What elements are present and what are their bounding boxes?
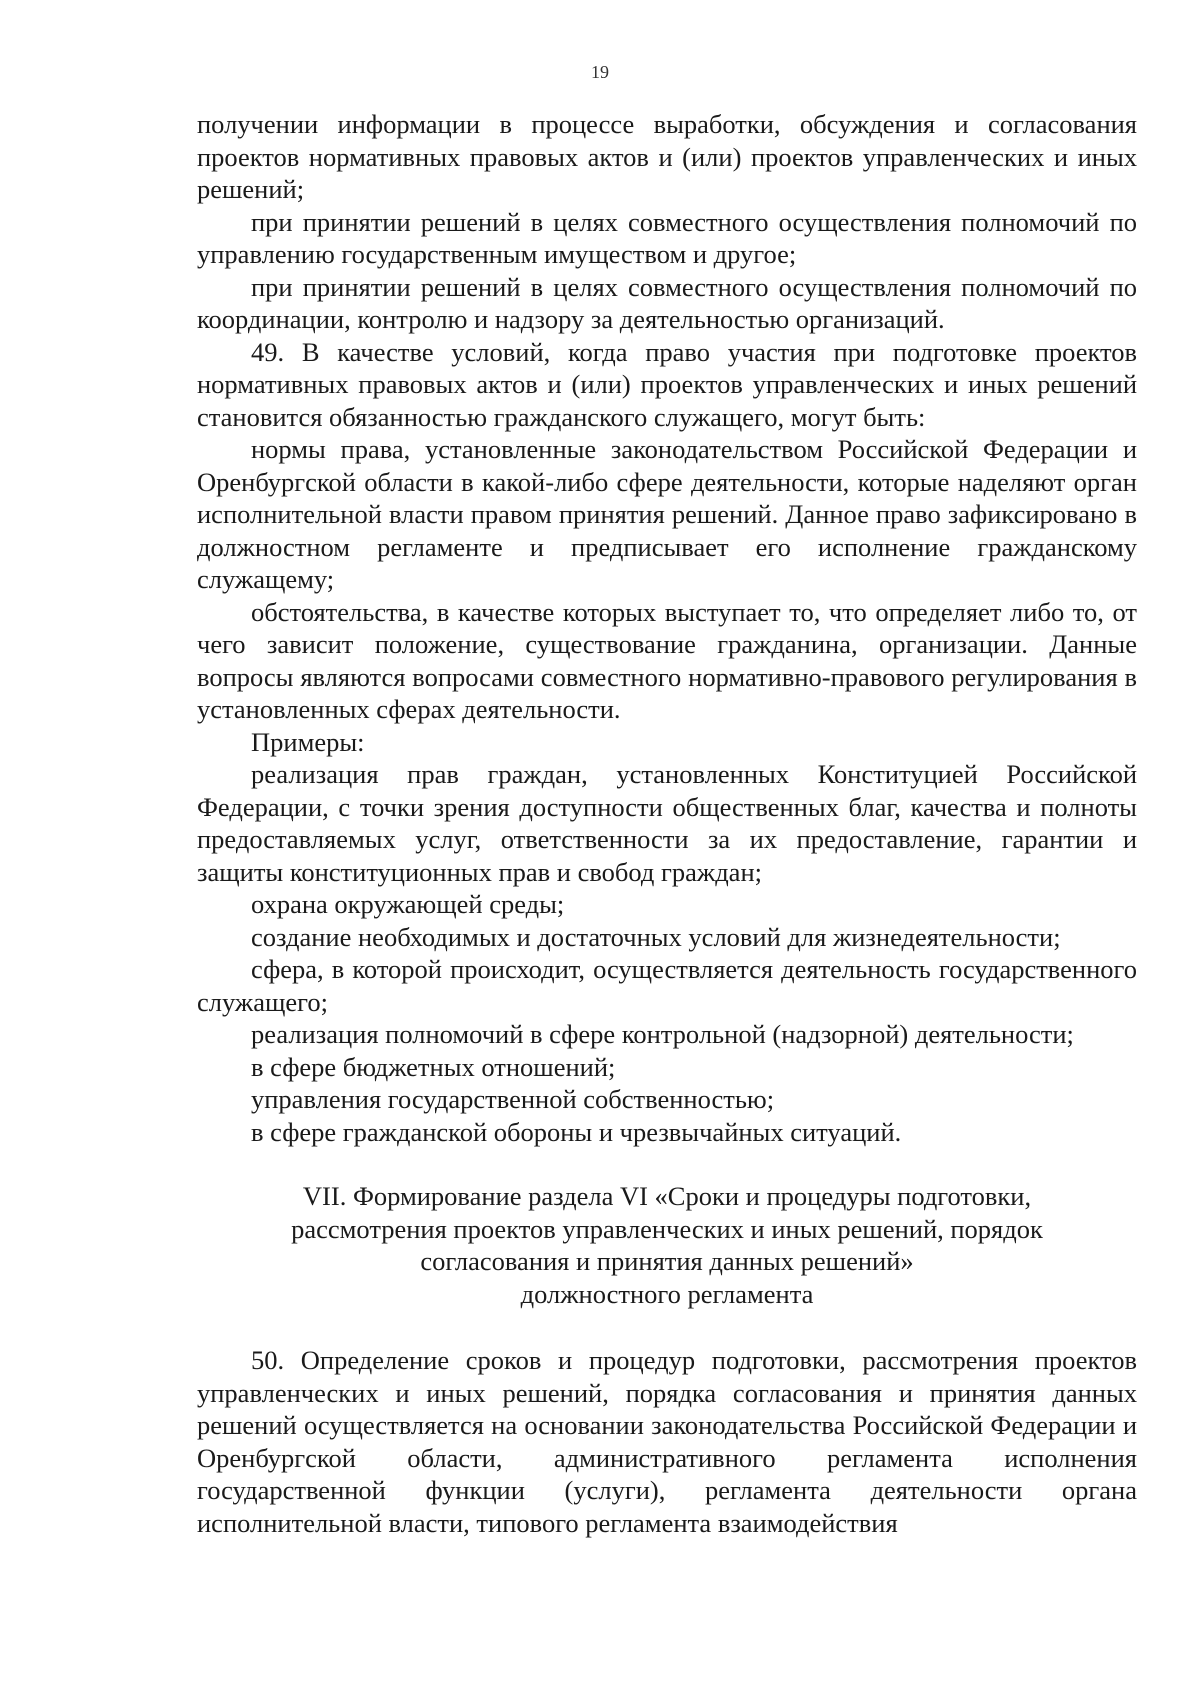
paragraph: управления государственной собственностью; (251, 1084, 775, 1114)
paragraph: при принятии решений в целях совместного осуществления полномочий по управлению государственным имуществом и другое; (197, 206, 1137, 269)
paragraph: в сфере гражданской обороны и чрезвычайных ситуаций. (251, 1116, 902, 1147)
paragraph: в сфере бюджетных отношений; (251, 1051, 616, 1082)
paragraph: охрана окружающей среды; (251, 889, 565, 919)
paragraph: при принятии решений в целях совместного осуществления полномочий по координации, контролю и надзору за деятельностью организаций. (197, 271, 1137, 334)
paragraph: нормы права, установленные законодательством Российской Федерации и Оренбургской области в какой-либо сфере деятельности, которые наделяют орган исполнительной власти правом принятия решений. Данное право зафиксировано в должностном регламенте и предписывает его исполнение гражданскому служащему; (197, 434, 1137, 594)
paragraph: реализация прав граждан, установленных Конституцией Российской Федерации, с точки зрения доступности общественных благ, качества и полноты предоставляемых услуг, ответственности за их предоставление, гарантии и защиты конституционных прав и свобод граждан; (197, 759, 1137, 887)
section-heading-line: рассмотрения проектов управленческих и иных решений, порядок (291, 1213, 1043, 1244)
paragraph: 49. В качестве условий, когда право участия при подготовке проектов нормативных правовых актов и (или) проектов управленческих и иных решений становится обязанностью гражданского служащего, могут быть: (197, 336, 1137, 432)
paragraph: создание необходимых и достаточных условий для жизнедеятельности; (251, 921, 1061, 952)
paragraph: сфера, в которой происходит, осуществляется деятельность государственного служащего; (197, 954, 1137, 1017)
section-heading (197, 1180, 1137, 1310)
section-heading-line: согласования и принятия данных решений» (420, 1246, 914, 1276)
paragraph: получении информации в процессе выработки, обсуждения и согласования проектов нормативных правовых актов и (или) проектов управленческих и иных решений; (197, 109, 1137, 204)
paragraph: Примеры: (251, 726, 365, 757)
paragraph: реализация полномочий в сфере контрольной (надзорной) деятельности; (251, 1019, 1074, 1049)
page-number: 19 (591, 62, 609, 82)
section-heading-line: должностного регламента (520, 1278, 814, 1309)
section-heading-line: VII. Формирование раздела VI «Сроки и процедуры подготовки, (302, 1181, 1032, 1211)
paragraph: 50. Определение сроков и процедур подготовки, рассмотрения проектов управленческих и иных решений, порядка согласования и принятия данных решений осуществляется на основании законодательства Российской Федерации и Оренбургской области, административного регламента исполнения государственной функции (услуги), регламента деятельности органа исполнительной власти, типового регламента взаимодействия (197, 1345, 1137, 1538)
paragraph: обстоятельства, в качестве которых выступает то, что определяет либо то, от чего зависит положение, существование гражданина, организации. Данные вопросы являются вопросами совместного нормативно-правового регулирования в установленных сферах деятельности. (197, 596, 1137, 724)
document-body (197, 108, 1137, 1539)
